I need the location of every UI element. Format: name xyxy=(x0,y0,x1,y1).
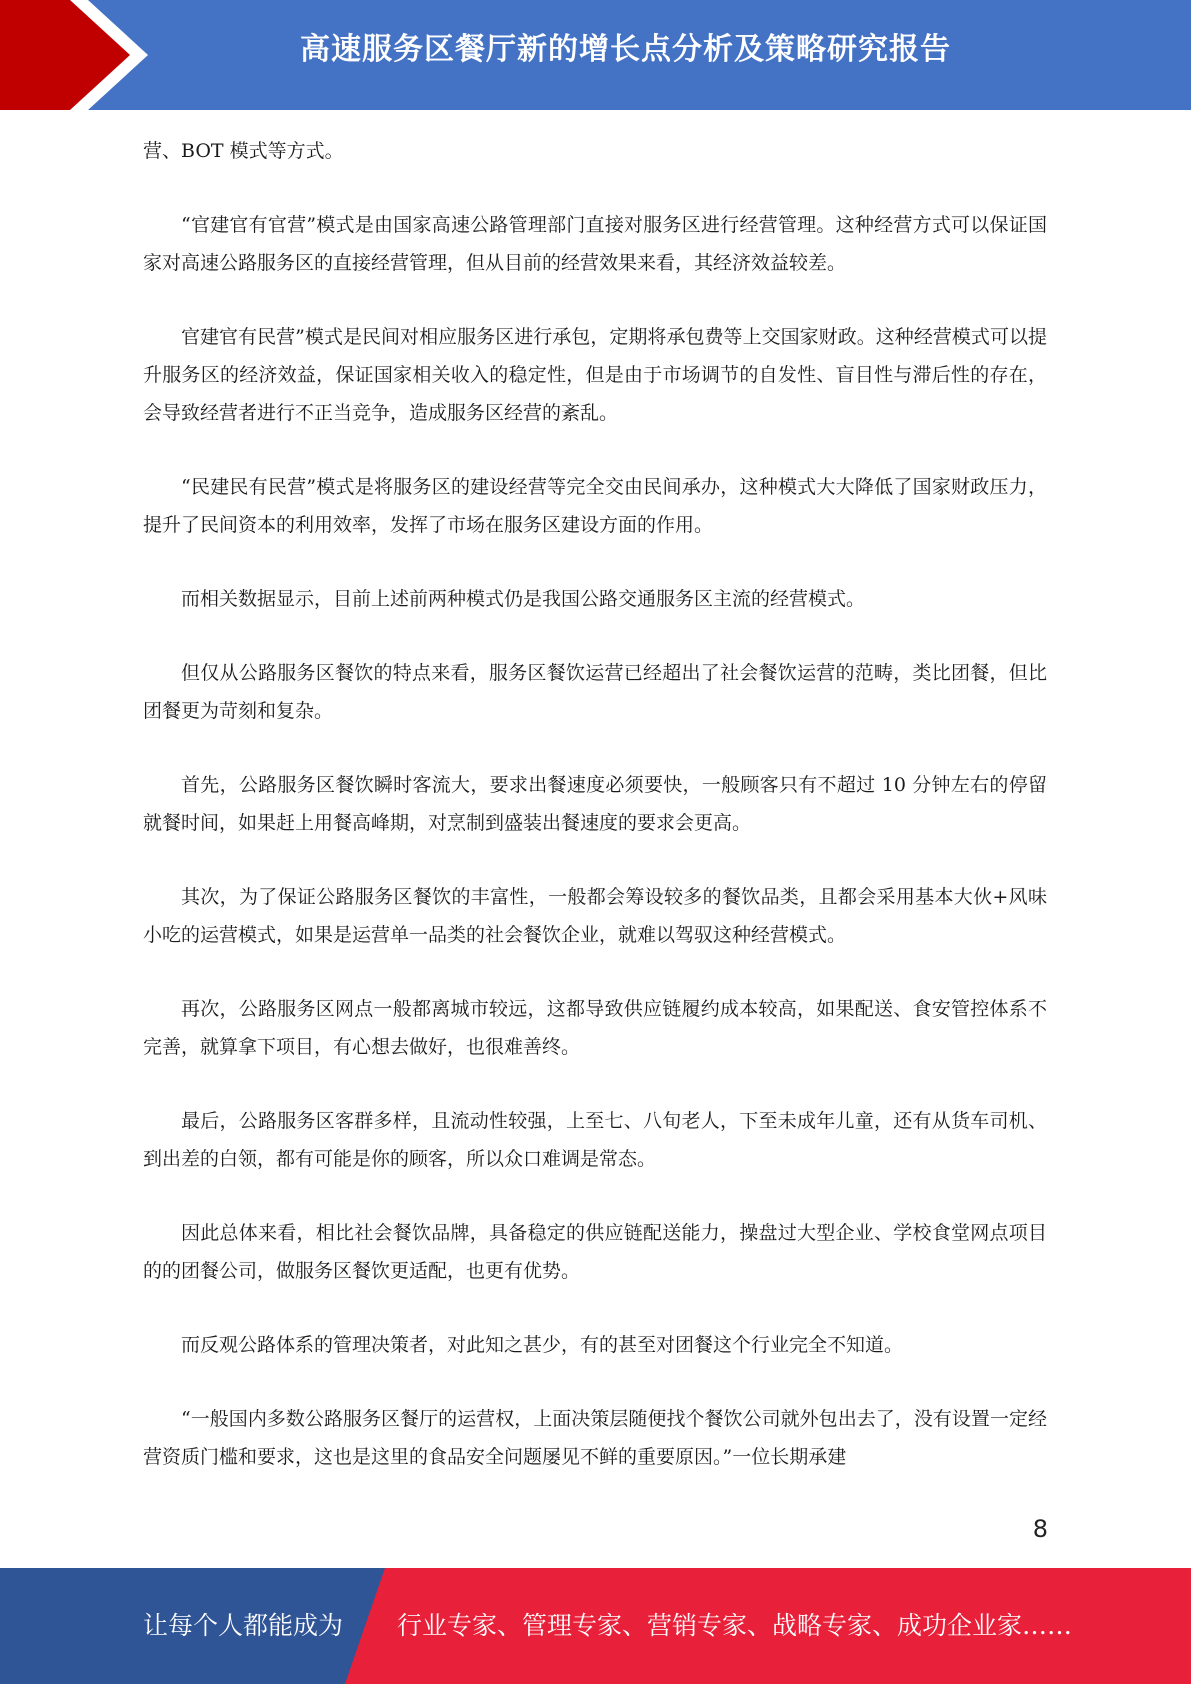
page-number: 8 xyxy=(1032,1515,1048,1543)
paragraph: “官建官有官营”模式是由国家高速公路管理部门直接对服务区进行经营管理。这种经营方式可以保证国家对高速公路服务区的直接经营管理，但从目前的经营效果来看，其经济效益较差。 xyxy=(143,214,1047,274)
paragraph: 但仅从公路服务区餐饮的特点来看，服务区餐饮运营已经超出了社会餐饮运营的范畴，类比团餐，但比团餐更为苛刻和复杂。 xyxy=(143,662,1047,722)
paragraph: 营、BOT 模式等方式。 xyxy=(143,140,344,162)
footer-slogan-right: 行业专家、管理专家、营销专家、战略专家、成功企业家…… xyxy=(397,1611,1073,1640)
paragraph: “一般国内多数公路服务区餐厅的运营权，上面决策层随便找个餐饮公司就外包出去了，没有设置一定经营资质门槛和要求，这也是这里的食品安全问题屡见不鲜的重要原因。”一位长期承建 xyxy=(143,1408,1047,1468)
paragraph: 因此总体来看，相比社会餐饮品牌，具备稳定的供应链配送能力，操盘过大型企业、学校食堂网点项目的的团餐公司，做服务区餐饮更适配，也更有优势。 xyxy=(143,1222,1047,1282)
paragraph: 官建官有民营”模式是民间对相应服务区进行承包，定期将承包费等上交国家财政。这种经营模式可以提升服务区的经济效益，保证国家相关收入的稳定性，但是由于市场调节的自发性、盲目性与滞后性的存在，会导致经营者进行不正当竞争，造成服务区经营的紊乱。 xyxy=(143,326,1047,424)
paragraph: 再次，公路服务区网点一般都离城市较远，这都导致供应链履约成本较高，如果配送、食安管控体系不完善，就算拿下项目，有心想去做好，也很难善终。 xyxy=(143,998,1047,1058)
paragraph: 其次，为了保证公路服务区餐饮的丰富性，一般都会筹设较多的餐饮品类，且都会采用基本大伙+风味小吃的运营模式，如果是运营单一品类的社会餐饮企业，就难以驾驭这种经营模式。 xyxy=(143,886,1047,946)
paragraph: 最后，公路服务区客群多样，且流动性较强，上至七、八旬老人，下至未成年儿童，还有从货车司机、到出差的白领，都有可能是你的顾客，所以众口难调是常态。 xyxy=(143,1110,1047,1170)
paragraph: “民建民有民营”模式是将服务区的建设经营等完全交由民间承办，这种模式大大降低了国家财政压力，提升了民间资本的利用效率，发挥了市场在服务区建设方面的作用。 xyxy=(143,476,1047,536)
document-title: 高速服务区餐厅新的增长点分析及策略研究报告 xyxy=(300,32,951,67)
page-header xyxy=(0,0,1191,110)
document-body xyxy=(143,132,1047,1512)
footer-slogan-left: 让每个人都能成为 xyxy=(143,1611,344,1640)
paragraph: 而反观公路体系的管理决策者，对此知之甚少，有的甚至对团餐这个行业完全不知道。 xyxy=(181,1334,904,1356)
paragraph: 而相关数据显示，目前上述前两种模式仍是我国公路交通服务区主流的经营模式。 xyxy=(181,588,866,610)
page-footer xyxy=(0,1568,1191,1684)
paragraph: 首先，公路服务区餐饮瞬时客流大，要求出餐速度必须要快，一般顾客只有不超过 10 分钟左右的停留就餐时间，如果赶上用餐高峰期，对烹制到盛装出餐速度的要求会更高。 xyxy=(143,774,1047,834)
